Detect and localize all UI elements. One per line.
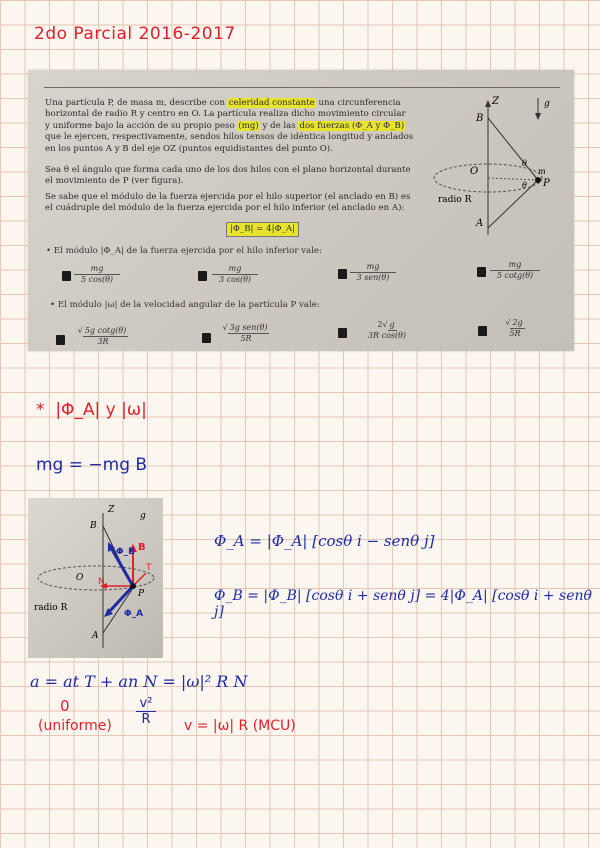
q2-option-1: √ 5g cotg(θ) 3R	[77, 326, 127, 346]
fig2-label-bvec: B	[138, 542, 146, 553]
fig2-label-p: P	[138, 589, 145, 599]
figure-label-b: B	[476, 113, 484, 124]
option-checkbox[interactable]	[62, 271, 71, 281]
option-checkbox[interactable]	[56, 335, 65, 345]
annotated-figure-photo	[28, 498, 163, 658]
figure-label-z: Z	[492, 96, 499, 107]
note-v2-over-r: v² R	[136, 696, 156, 727]
option-checkbox[interactable]	[477, 267, 486, 277]
question-2: • El módulo |ω| de la velocidad angular de la partícula P vale:	[50, 300, 320, 310]
figure-label-o: O	[470, 166, 479, 177]
q1-option-3: mg 3 sen(θ)	[350, 262, 396, 283]
question-1: • El módulo |Φ_A| de la fuerza ejercida por el hilo inferior vale:	[46, 246, 322, 256]
fig2-label-radio: radio R	[34, 603, 68, 613]
equation-phi-a: Φ_A = |Φ_A| [cosθ i − senθ j]	[214, 532, 435, 550]
note-uniforme: (uniforme)	[38, 718, 112, 734]
problem-paragraph-3: Se sabe que el módulo de la fuerza ejercida por el hilo superior (el anclado en B) es el cuádruple del módulo de la fuerza ejercida por el hilo inferior (el anclado en A):	[45, 192, 411, 214]
problem-paragraph-2: Sea θ el ángulo que forma cada uno de los dos hilos con el plano horizontal durante el movimiento de P (ver figura).	[45, 165, 411, 187]
fig2-label-g: g	[140, 511, 146, 521]
fig2-label-z: Z	[108, 505, 115, 515]
equation-box: |Φ_B| = 4|Φ_A|	[226, 222, 299, 237]
fig2-label-o: O	[76, 573, 84, 583]
figure-label-radio: radio R	[438, 195, 472, 205]
option-checkbox[interactable]	[338, 269, 347, 279]
figure-label-theta: θ	[522, 181, 527, 190]
fig2-label-a: A	[92, 631, 99, 641]
fig2-label-n: N	[98, 577, 105, 587]
fig2-label-t: T	[146, 563, 152, 573]
figure-label-theta: θ	[522, 159, 527, 168]
fig2-label-phib: Φ_B	[116, 547, 136, 557]
option-checkbox[interactable]	[198, 271, 207, 281]
option-checkbox[interactable]	[338, 328, 347, 338]
q2-option-2: √ 3g sen(θ) 5R	[222, 323, 268, 343]
q2-option-4: √ 2g 5R	[505, 318, 523, 338]
note-line-1: * |Φ_A| y |ω|	[36, 400, 147, 420]
option-checkbox[interactable]	[478, 326, 487, 336]
problem-paragraph-1: Una partícula P, de masa m, describe con celeridad constante una circunferencia horizontal de radio R y centro en O. La partícula realiza dicho movimiento circular y uniforme bajo la acción de su propio peso (mg) y de las dos fuerzas (Φ_A y Φ_B) que le ejercen, respectivamente, sendos hilos tensos de idéntica longitud y anclados en los puntos A y B del eje OZ (puntos equidistantes del punto O).	[45, 98, 414, 154]
problem-figure	[428, 90, 574, 240]
q1-option-2: $\frac{mg}{3 \cos(\theta)}$	[212, 264, 258, 285]
page-title: 2do Parcial 2016-2017	[34, 24, 236, 44]
equation-acceleration: a = at T + an N = |ω|² R N	[30, 672, 248, 691]
fig2-label-phia: Φ_A	[124, 609, 144, 619]
figure-label-g: g	[544, 99, 550, 109]
fig2-label-b: B	[90, 521, 97, 531]
equation-phi-b: Φ_B = |Φ_B| [cosθ i + senθ j] = 4|Φ_A| [cosθ i + senθ j]	[214, 588, 592, 620]
note-v-relation: v = |ω| R (MCU)	[184, 718, 296, 734]
note-line-2: mg = −mg B	[36, 455, 148, 475]
divider	[44, 87, 560, 88]
exam-problem-photo	[28, 70, 574, 351]
q1-option-4: $\frac{mg}{5 \cot g(\theta)}$	[490, 260, 540, 281]
note-zero: 0	[60, 697, 70, 715]
annotated-figure	[28, 498, 163, 658]
q2-option-3: 2√ g 3R cos(θ)	[367, 320, 407, 340]
figure-label-m: m	[538, 167, 546, 176]
q1-option-1: $\frac{mg}{5 \cos(\theta)}$	[74, 264, 120, 285]
figure-label-a: A	[476, 218, 484, 229]
option-checkbox[interactable]	[202, 333, 211, 343]
figure-label-p: P	[543, 178, 550, 189]
